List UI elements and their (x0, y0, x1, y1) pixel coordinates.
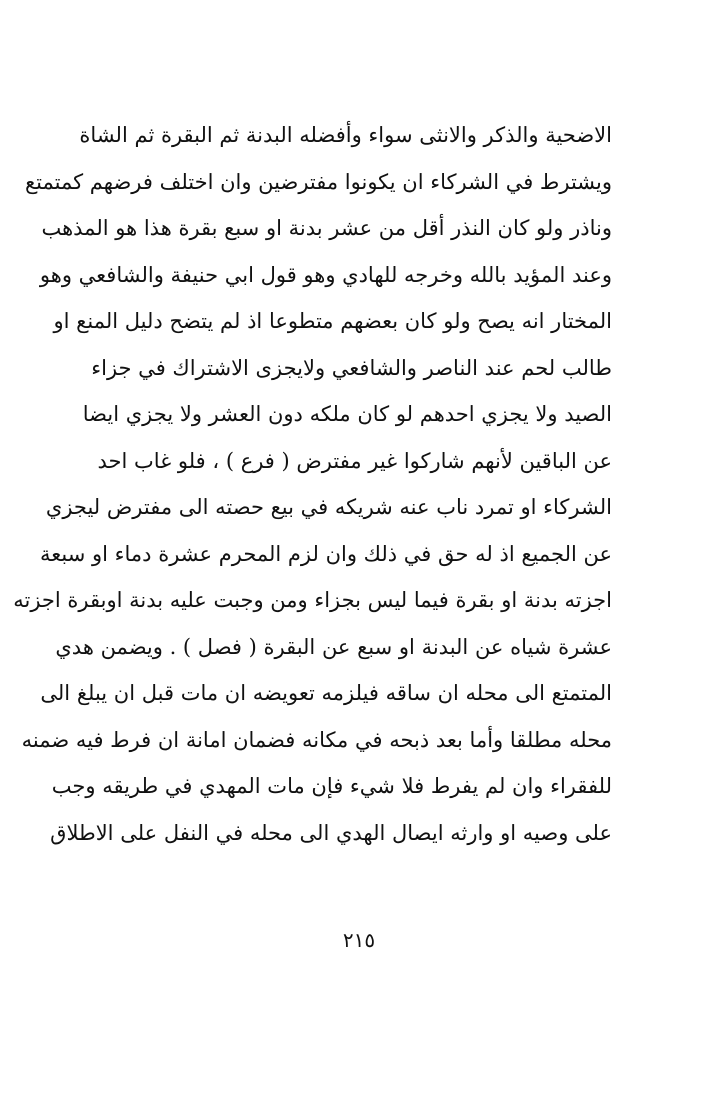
text-line: المختار انه يصح ولو كان بعضهم متطوعا اذ لم يتضح دليل المنع او (53, 309, 612, 333)
text-line: عن الباقين لأنهم شاركوا غير مفترض ( فرع ) ، فلو غاب احد (97, 448, 612, 473)
text-line: ويشترط في الشركاء ان يكونوا مفترضين وان اختلف فرضهم كمتمتع (24, 169, 612, 194)
text-line: اجزته بدنة او بقرة فيما ليس بجزاء ومن وجبت عليه بدنة اوبقرة اجزته (13, 588, 612, 612)
text-line: طالب لحم عند الناصر والشافعي ولايجزى الاشتراك في جزاء (91, 355, 612, 380)
body-text (13, 112, 612, 856)
text-line: وعند المؤيد بالله وخرجه للهادي وهو قول ابي حنيفة والشافعي وهو (39, 262, 612, 287)
text-line: الشركاء او تمرد ناب عنه شريكه في بيع حصته الى مفترض ليجزي (45, 495, 612, 519)
page-number: ٢١٥ (342, 928, 376, 952)
text-line: محله مطلقا وأما بعد ذبحه في مكانه فضمان امانة ان فرط فيه ضمنه (21, 727, 612, 752)
text-line: عن الجميع اذ له حق في ذلك وان لزم المحرم عشرة دماء او سبعة (40, 541, 612, 566)
text-line: للفقراء وان لم يفرط فلا شيء فإن مات المهدي في طريقه وجب (51, 774, 612, 798)
text-line: الاضحية والذكر والانثى سواء وأفضله البدنة ثم البقرة ثم الشاة (79, 123, 612, 147)
text-line: وناذر ولو كان النذر أقل من عشر بدنة او سبع بقرة هذا هو المذهب (41, 216, 612, 240)
text-line: على وصيه او وارثه ايصال الهدي الى محله في النفل على الاطلاق (50, 820, 612, 845)
text-line: المتمتع الى محله ان ساقه فيلزمه تعويضه ان مات قبل ان يبلغ الى (40, 681, 612, 705)
text-line: الصيد ولا يجزي احدهم لو كان ملكه دون العشر ولا يجزي ايضا (82, 402, 612, 426)
text-line: عشرة شياه عن البدنة او سبع عن البقرة ( فصل ) . ويضمن هدي (55, 634, 612, 659)
